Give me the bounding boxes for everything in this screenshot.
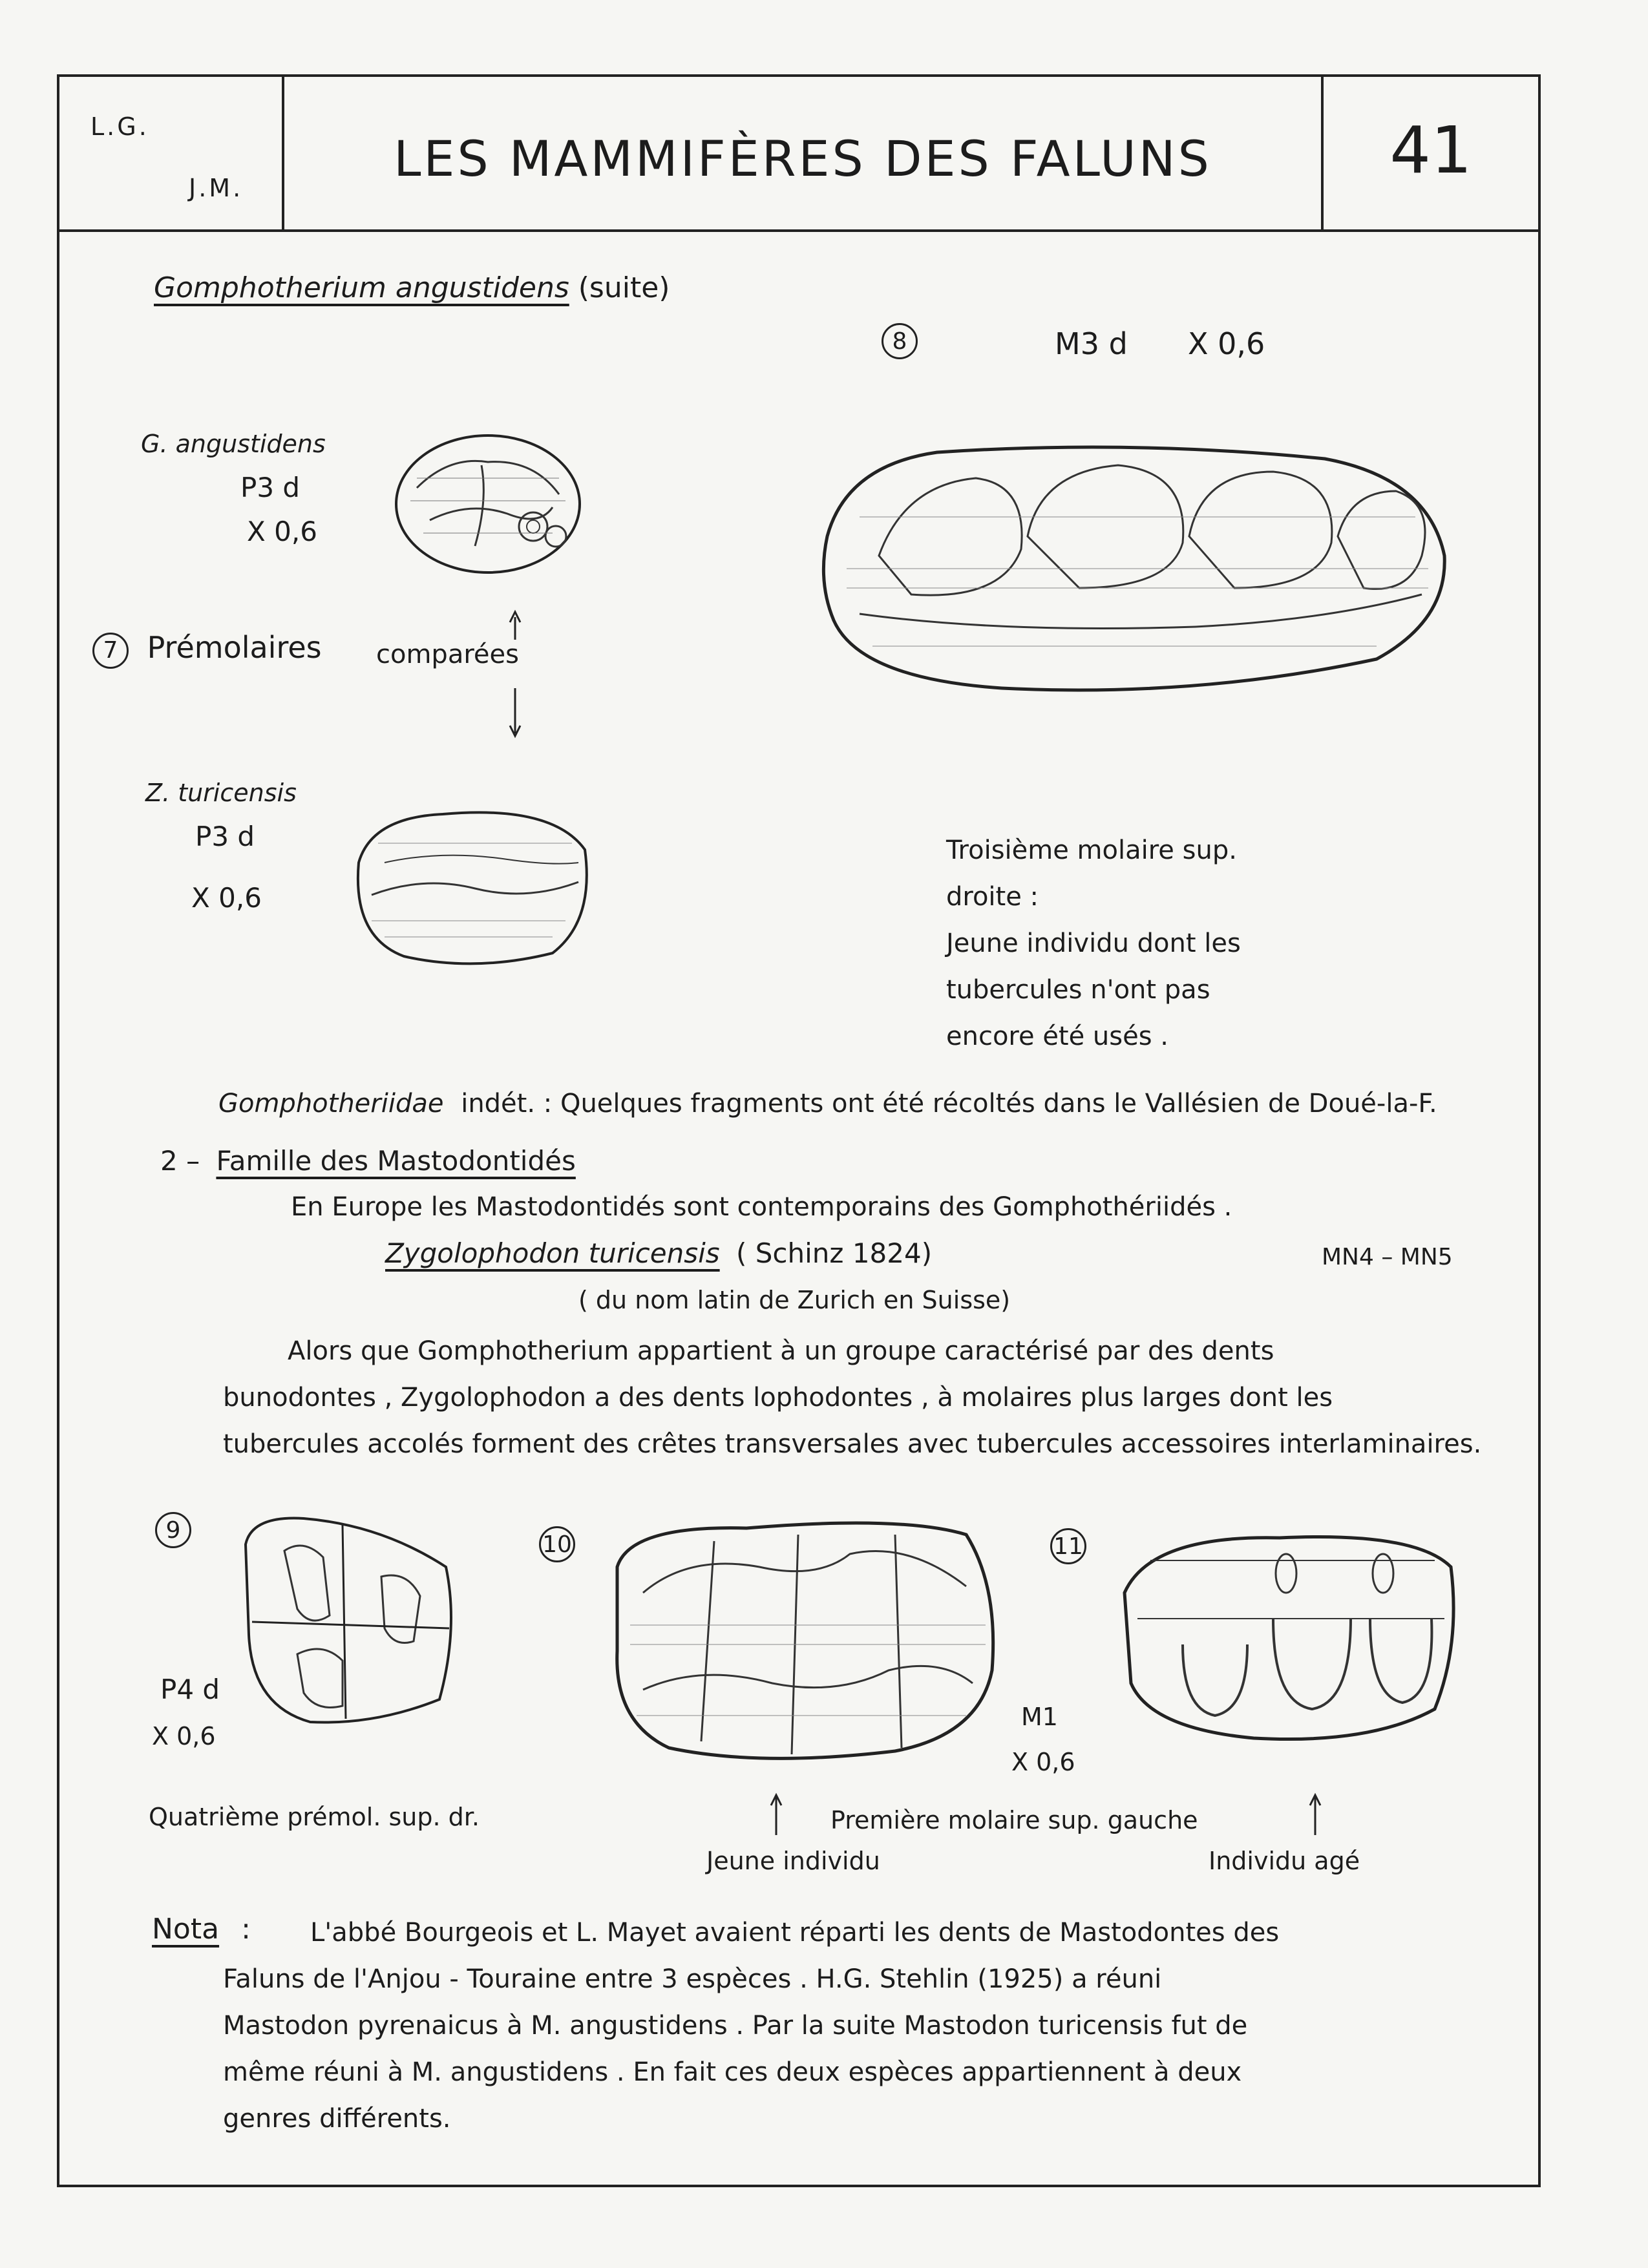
fig8-caption-line: Troisième molaire sup. bbox=[946, 835, 1237, 865]
authors-cell bbox=[59, 77, 284, 229]
fig11-caption: Individu agé bbox=[1209, 1847, 1360, 1875]
species-name: Gomphotherium angustidens bbox=[154, 271, 569, 304]
page-title: LES MAMMIFÈRES DES FALUNS bbox=[394, 130, 1212, 187]
gomphotheriidae-note bbox=[218, 1089, 1437, 1118]
p4-premolar-drawing bbox=[233, 1506, 462, 1728]
fig7-bottom-scale: X 0,6 bbox=[191, 882, 262, 914]
m1-young-molar-drawing bbox=[604, 1509, 1002, 1767]
fig8-caption-line: encore été usés . bbox=[946, 1022, 1169, 1051]
fig7-label bbox=[92, 630, 322, 669]
section2-line1: En Europe les Mastodontidés sont contemporains des Gomphothériidés . bbox=[291, 1192, 1232, 1222]
fig9-label bbox=[155, 1512, 191, 1548]
fig8-caption-line: Jeune individu dont les bbox=[946, 929, 1241, 958]
paragraph-line: tubercules accolés forment des crêtes transversales avec tubercules accessoires interlaminaires. bbox=[223, 1429, 1482, 1459]
species-line bbox=[385, 1237, 932, 1269]
mn-zones: MN4 – MN5 bbox=[1322, 1244, 1453, 1270]
fig10-caption: Jeune individu bbox=[706, 1847, 880, 1875]
nota-line: Faluns de l'Anjou - Touraine entre 3 espèces . H.G. Stehlin (1925) a réuni bbox=[223, 1964, 1162, 1994]
fig7-number: 7 bbox=[92, 633, 129, 669]
nota-line: Mastodon pyrenaicus à M. angustidens . Par la suite Mastodon turicensis fut de bbox=[223, 2011, 1248, 2041]
zygolophodon-name: Zygolophodon turicensis bbox=[385, 1237, 720, 1269]
fig10-arrow bbox=[766, 1790, 786, 1842]
section2-heading bbox=[160, 1145, 576, 1177]
fig9-number: 9 bbox=[155, 1512, 191, 1548]
section-title bbox=[154, 271, 670, 304]
etymology: ( du nom latin de Zurich en Suisse) bbox=[578, 1286, 1011, 1314]
fig8-scale: X 0,6 bbox=[1188, 326, 1265, 361]
section2-title: Famille des Mastodontidés bbox=[216, 1145, 576, 1177]
fig7-title: Prémolaires bbox=[147, 630, 322, 665]
fig7-top-species: G. angustidens bbox=[141, 430, 326, 458]
fig8-caption bbox=[946, 827, 1241, 1060]
fig7-bottom-tooth: P3 d bbox=[195, 821, 255, 852]
fig11-scale: X 0,6 bbox=[1011, 1748, 1075, 1776]
fig11-tooth: M1 bbox=[1021, 1703, 1058, 1731]
fig8-tooth: M3 d bbox=[1055, 326, 1128, 361]
section-suffix: (suite) bbox=[578, 271, 670, 304]
page-number-cell bbox=[1324, 77, 1538, 229]
author-initials-2: J.M. bbox=[189, 174, 244, 202]
section2-number: 2 – bbox=[160, 1145, 200, 1177]
nota-colon: : bbox=[241, 1913, 251, 1946]
nota-line: même réuni à M. angustidens . En fait ces deux espèces appartiennent à deux bbox=[223, 2057, 1242, 2087]
fig9-scale: X 0,6 bbox=[152, 1722, 216, 1750]
header bbox=[59, 77, 1538, 232]
paragraph-line: Alors que Gomphotherium appartient à un groupe caractérisé par des dents bbox=[288, 1336, 1274, 1366]
title-cell bbox=[284, 77, 1324, 229]
paragraph-line: bunodontes , Zygolophodon a des dents lophodontes , à molaires plus larges dont les bbox=[223, 1383, 1333, 1412]
nota-text bbox=[223, 1909, 1279, 2142]
fig8-caption-line: droite : bbox=[946, 882, 1039, 912]
fig11-number: 11 bbox=[1050, 1528, 1086, 1564]
gomphotheriidae-text: indét. : Quelques fragments ont été récoltés dans le Vallésien de Doué-la-F. bbox=[461, 1089, 1437, 1118]
page-number: 41 bbox=[1389, 112, 1472, 188]
fig7-bottom-species: Z. turicensis bbox=[145, 779, 297, 807]
fig10-number: 10 bbox=[539, 1526, 575, 1562]
m3-molar-drawing bbox=[808, 439, 1454, 704]
molar-caption: Première molaire sup. gauche bbox=[830, 1806, 1198, 1834]
fig11-arrow bbox=[1305, 1790, 1325, 1842]
nota-line: genres différents. bbox=[223, 2104, 451, 2134]
fig8-caption-line: tubercules n'ont pas bbox=[946, 975, 1210, 1005]
fig7-top-tooth: P3 d bbox=[240, 472, 301, 503]
fig8-label bbox=[882, 323, 918, 359]
nota-label: Nota bbox=[152, 1913, 220, 1946]
g-angustidens-premolar-drawing bbox=[391, 430, 585, 578]
species-authority: ( Schinz 1824) bbox=[736, 1237, 933, 1269]
author-initials-1: L.G. bbox=[90, 112, 149, 141]
fig9-tooth: P4 d bbox=[160, 1674, 220, 1705]
compare-arrows bbox=[505, 604, 525, 740]
fig8-number: 8 bbox=[882, 323, 918, 359]
m1-aged-molar-drawing bbox=[1112, 1522, 1461, 1748]
fig7-top-scale: X 0,6 bbox=[247, 516, 317, 547]
section2-paragraph bbox=[223, 1328, 1481, 1467]
fig9-caption: Quatrième prémol. sup. dr. bbox=[149, 1803, 480, 1831]
z-turicensis-premolar-drawing bbox=[346, 798, 598, 972]
fig7-compared: comparées bbox=[376, 640, 519, 669]
family-name: Gomphotheriidae bbox=[218, 1089, 444, 1118]
fig10-label bbox=[539, 1526, 575, 1562]
nota-line: L'abbé Bourgeois et L. Mayet avaient réparti les dents de Mastodontes des bbox=[310, 1918, 1280, 1948]
fig11-label bbox=[1050, 1528, 1086, 1564]
